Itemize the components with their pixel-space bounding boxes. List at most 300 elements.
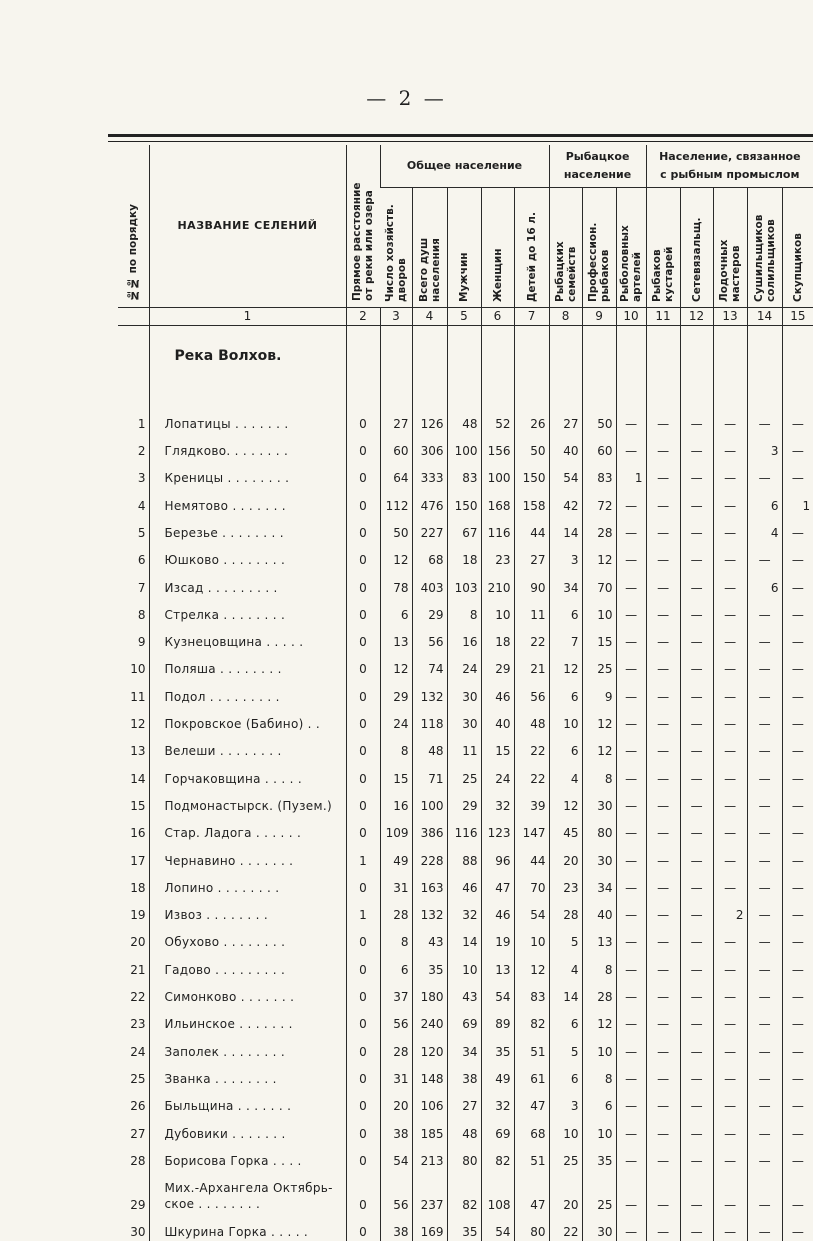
cell-value: — bbox=[782, 842, 813, 869]
table-row bbox=[118, 1061, 813, 1088]
cell-value: 12 bbox=[582, 542, 616, 569]
cell-value: — bbox=[680, 1143, 713, 1170]
cell-value: — bbox=[646, 760, 680, 787]
cell-value: — bbox=[747, 1170, 782, 1214]
cell-value: 32 bbox=[481, 1088, 514, 1115]
cell-value: 50 bbox=[380, 515, 412, 542]
cell-value: 30 bbox=[447, 678, 481, 705]
header-index: №№ по порядку bbox=[118, 145, 149, 307]
cell-value: — bbox=[680, 460, 713, 487]
column-number bbox=[118, 307, 149, 325]
cell-value: 42 bbox=[549, 487, 582, 514]
cell-value: 163 bbox=[412, 870, 447, 897]
cell-value: — bbox=[782, 1170, 813, 1214]
settlement-name: Немятово . . . . . . . bbox=[149, 487, 346, 514]
cell-value: 12 bbox=[380, 651, 412, 678]
cell-value: 1 bbox=[782, 487, 813, 514]
cell-value: 0 bbox=[346, 678, 380, 705]
cell-value: 82 bbox=[514, 1006, 549, 1033]
cell-value: — bbox=[616, 733, 646, 760]
cell-value: 103 bbox=[447, 569, 481, 596]
cell-value: 6 bbox=[582, 1088, 616, 1115]
cell-value: 78 bbox=[380, 569, 412, 596]
cell-value: 43 bbox=[447, 979, 481, 1006]
cell-value: — bbox=[713, 1061, 747, 1088]
cell-value: 8 bbox=[582, 1061, 616, 1088]
cell-value: 0 bbox=[346, 1214, 380, 1241]
cell-value: 185 bbox=[412, 1115, 447, 1142]
row-index: 29 bbox=[130, 1197, 146, 1212]
cell-value: — bbox=[680, 569, 713, 596]
cell-value: — bbox=[646, 1143, 680, 1170]
cell-value: — bbox=[680, 979, 713, 1006]
cell-value: — bbox=[782, 1115, 813, 1142]
cell-value: 16 bbox=[447, 624, 481, 651]
cell-value: — bbox=[782, 460, 813, 487]
row-index: 25 bbox=[130, 1071, 146, 1086]
column-number: 14 bbox=[747, 307, 782, 325]
cell-value: 3 bbox=[747, 433, 782, 460]
header-fishing-families: Рыбацких семейств bbox=[549, 187, 582, 307]
settlement-name: Лопино . . . . . . . . bbox=[149, 870, 346, 897]
cell-value: — bbox=[782, 870, 813, 897]
settlement-name: Борисова Горка . . . . bbox=[149, 1143, 346, 1170]
cell-value: — bbox=[646, 1115, 680, 1142]
cell-value: — bbox=[747, 1006, 782, 1033]
row-index: 14 bbox=[130, 771, 146, 786]
cell-value: 0 bbox=[346, 870, 380, 897]
column-number: 1 bbox=[149, 307, 346, 325]
cell-value: 6 bbox=[549, 597, 582, 624]
cell-value: 12 bbox=[582, 733, 616, 760]
row-index: 7 bbox=[137, 580, 146, 595]
cell-value: 15 bbox=[582, 624, 616, 651]
settlement-name: Подол . . . . . . . . . bbox=[149, 678, 346, 705]
cell-value: 12 bbox=[582, 1006, 616, 1033]
cell-value: — bbox=[713, 706, 747, 733]
cell-value: 54 bbox=[514, 897, 549, 924]
cell-value: — bbox=[747, 406, 782, 433]
cell-value: 0 bbox=[346, 406, 380, 433]
cell-value: 29 bbox=[481, 651, 514, 678]
cell-value: 35 bbox=[582, 1143, 616, 1170]
cell-value: 83 bbox=[514, 979, 549, 1006]
cell-value: 10 bbox=[582, 597, 616, 624]
cell-value: 16 bbox=[380, 788, 412, 815]
cell-value: — bbox=[616, 597, 646, 624]
cell-value: 83 bbox=[582, 460, 616, 487]
cell-value: 0 bbox=[346, 569, 380, 596]
cell-value: 54 bbox=[380, 1143, 412, 1170]
cell-value: 100 bbox=[447, 433, 481, 460]
cell-value: — bbox=[616, 706, 646, 733]
cell-value: — bbox=[713, 678, 747, 705]
header-total-souls: Всего душ населения bbox=[412, 187, 447, 307]
table-row bbox=[118, 1214, 813, 1241]
cell-value: 34 bbox=[549, 569, 582, 596]
header-households: Число хозяйств. дворов bbox=[380, 187, 412, 307]
cell-value: 0 bbox=[346, 1088, 380, 1115]
cell-value: 13 bbox=[380, 624, 412, 651]
cell-value: — bbox=[680, 1214, 713, 1241]
cell-value: 14 bbox=[549, 515, 582, 542]
cell-value: 40 bbox=[481, 706, 514, 733]
cell-value: 10 bbox=[514, 924, 549, 951]
cell-value: 23 bbox=[481, 542, 514, 569]
cell-value: — bbox=[782, 815, 813, 842]
cell-value: 100 bbox=[412, 788, 447, 815]
row-index: 22 bbox=[130, 990, 146, 1005]
cell-value: — bbox=[713, 542, 747, 569]
cell-value: 132 bbox=[412, 678, 447, 705]
cell-value: 80 bbox=[447, 1143, 481, 1170]
page-number: — 2 — bbox=[366, 86, 447, 110]
settlement-name: Гадово . . . . . . . . . bbox=[149, 951, 346, 978]
cell-value: — bbox=[616, 406, 646, 433]
cell-value: 0 bbox=[346, 815, 380, 842]
row-index: 24 bbox=[130, 1044, 146, 1059]
cell-value: — bbox=[713, 842, 747, 869]
cell-value: — bbox=[713, 515, 747, 542]
cell-value: 112 bbox=[380, 487, 412, 514]
cell-value: 48 bbox=[412, 733, 447, 760]
cell-value: 213 bbox=[412, 1143, 447, 1170]
cell-value: — bbox=[646, 597, 680, 624]
cell-value: — bbox=[680, 706, 713, 733]
cell-value: — bbox=[782, 951, 813, 978]
cell-value: 0 bbox=[346, 1033, 380, 1060]
cell-value: — bbox=[646, 924, 680, 951]
cell-value: 109 bbox=[380, 815, 412, 842]
cell-value: — bbox=[680, 624, 713, 651]
cell-value: 18 bbox=[447, 542, 481, 569]
cell-value: 0 bbox=[346, 433, 380, 460]
row-index: 23 bbox=[130, 1017, 146, 1032]
table-row bbox=[118, 406, 813, 433]
header-dryers-salters: Сушильщиков солильщиков bbox=[747, 187, 782, 307]
cell-value: 69 bbox=[447, 1006, 481, 1033]
settlement-name: Изсад . . . . . . . . . bbox=[149, 569, 346, 596]
cell-value: — bbox=[680, 924, 713, 951]
cell-value: 34 bbox=[582, 870, 616, 897]
cell-value: 48 bbox=[447, 1115, 481, 1142]
cell-value: — bbox=[646, 651, 680, 678]
cell-value: 1 bbox=[616, 460, 646, 487]
table-row bbox=[118, 1143, 813, 1170]
cell-value: — bbox=[713, 460, 747, 487]
cell-value: 100 bbox=[481, 460, 514, 487]
cell-value: 25 bbox=[447, 760, 481, 787]
cell-value: 31 bbox=[380, 870, 412, 897]
row-index: 6 bbox=[137, 553, 146, 568]
row-index: 10 bbox=[130, 662, 146, 677]
cell-value: 14 bbox=[447, 924, 481, 951]
cell-value: — bbox=[646, 1033, 680, 1060]
cell-value: — bbox=[616, 760, 646, 787]
cell-value: — bbox=[782, 433, 813, 460]
row-index: 30 bbox=[130, 1225, 146, 1240]
header-distance: Прямое расстояние от реки или озера bbox=[346, 145, 380, 307]
cell-value: — bbox=[616, 1214, 646, 1241]
header-group-total: Общее население bbox=[380, 145, 549, 187]
cell-value: — bbox=[616, 1006, 646, 1033]
cell-value: — bbox=[616, 815, 646, 842]
settlement-name: Стар. Ладога . . . . . . bbox=[149, 815, 346, 842]
row-index: 18 bbox=[130, 880, 146, 895]
cell-value: — bbox=[680, 870, 713, 897]
header-boat-builders: Лодочных мастеров bbox=[713, 187, 747, 307]
cell-value: — bbox=[713, 406, 747, 433]
cell-value: — bbox=[747, 788, 782, 815]
cell-value: — bbox=[680, 406, 713, 433]
column-number: 4 bbox=[412, 307, 447, 325]
cell-value: — bbox=[713, 1143, 747, 1170]
cell-value: 96 bbox=[481, 842, 514, 869]
cell-value: 46 bbox=[447, 870, 481, 897]
column-number: 9 bbox=[582, 307, 616, 325]
settlement-name: Званка . . . . . . . . bbox=[149, 1061, 346, 1088]
cell-value: — bbox=[616, 1088, 646, 1115]
cell-value: 10 bbox=[481, 597, 514, 624]
cell-value: — bbox=[747, 460, 782, 487]
column-number: 10 bbox=[616, 307, 646, 325]
cell-value: — bbox=[782, 1006, 813, 1033]
cell-value: 10 bbox=[447, 951, 481, 978]
cell-value: 6 bbox=[549, 678, 582, 705]
cell-value: 5 bbox=[549, 924, 582, 951]
cell-value: 30 bbox=[447, 706, 481, 733]
cell-value: 4 bbox=[549, 760, 582, 787]
cell-value: 28 bbox=[380, 1033, 412, 1060]
cell-value: 0 bbox=[346, 515, 380, 542]
cell-value: — bbox=[747, 897, 782, 924]
cell-value: — bbox=[782, 897, 813, 924]
cell-value: — bbox=[747, 733, 782, 760]
cell-value: — bbox=[713, 624, 747, 651]
cell-value: 68 bbox=[412, 542, 447, 569]
cell-value: — bbox=[646, 460, 680, 487]
header-craft-fishermen: Рыбаков кустарей bbox=[646, 187, 680, 307]
cell-value: 3 bbox=[549, 542, 582, 569]
settlement-name: Березье . . . . . . . . bbox=[149, 515, 346, 542]
cell-value: 38 bbox=[380, 1115, 412, 1142]
cell-value: 0 bbox=[346, 951, 380, 978]
cell-value: 45 bbox=[549, 815, 582, 842]
cell-value: 80 bbox=[582, 815, 616, 842]
cell-value: — bbox=[747, 842, 782, 869]
settlement-name: Стрелка . . . . . . . . bbox=[149, 597, 346, 624]
cell-value: — bbox=[747, 924, 782, 951]
cell-value: 8 bbox=[582, 760, 616, 787]
cell-value: 19 bbox=[481, 924, 514, 951]
cell-value: — bbox=[747, 542, 782, 569]
cell-value: 3 bbox=[549, 1088, 582, 1115]
cell-value: 0 bbox=[346, 460, 380, 487]
cell-value: 0 bbox=[346, 1143, 380, 1170]
row-index: 21 bbox=[130, 962, 146, 977]
cell-value: 8 bbox=[380, 733, 412, 760]
cell-value: 4 bbox=[747, 515, 782, 542]
cell-value: 0 bbox=[346, 979, 380, 1006]
cell-value: 28 bbox=[582, 515, 616, 542]
cell-value: 386 bbox=[412, 815, 447, 842]
column-number: 11 bbox=[646, 307, 680, 325]
cell-value: — bbox=[646, 678, 680, 705]
table-row bbox=[118, 951, 813, 978]
cell-value: 50 bbox=[514, 433, 549, 460]
cell-value: — bbox=[713, 733, 747, 760]
cell-value: 38 bbox=[380, 1214, 412, 1241]
cell-value: 6 bbox=[747, 569, 782, 596]
cell-value: 88 bbox=[447, 842, 481, 869]
cell-value: 5 bbox=[549, 1033, 582, 1060]
cell-value: — bbox=[680, 788, 713, 815]
table-row bbox=[118, 815, 813, 842]
settlement-name: Обухово . . . . . . . . bbox=[149, 924, 346, 951]
cell-value: — bbox=[646, 1061, 680, 1088]
cell-value: — bbox=[713, 788, 747, 815]
table-row bbox=[118, 924, 813, 951]
cell-value: — bbox=[616, 678, 646, 705]
cell-value: — bbox=[646, 842, 680, 869]
cell-value: — bbox=[646, 542, 680, 569]
cell-value: 34 bbox=[447, 1033, 481, 1060]
cell-value: — bbox=[680, 1006, 713, 1033]
header-fishing-artels: Рыболовных артелей bbox=[616, 187, 646, 307]
cell-value: 0 bbox=[346, 1170, 380, 1214]
cell-value: 49 bbox=[380, 842, 412, 869]
cell-value: — bbox=[747, 678, 782, 705]
cell-value: — bbox=[680, 1061, 713, 1088]
cell-value: — bbox=[646, 733, 680, 760]
cell-value: — bbox=[616, 569, 646, 596]
cell-value: 13 bbox=[481, 951, 514, 978]
table-row bbox=[118, 870, 813, 897]
cell-value: — bbox=[646, 1214, 680, 1241]
settlement-name: Шкурина Горка . . . . . bbox=[149, 1214, 346, 1241]
row-index: 2 bbox=[137, 444, 146, 459]
cell-value: 56 bbox=[380, 1170, 412, 1214]
cell-value: 54 bbox=[481, 979, 514, 1006]
settlement-name: Дубовики . . . . . . . bbox=[149, 1115, 346, 1142]
cell-value: — bbox=[713, 924, 747, 951]
column-number: 5 bbox=[447, 307, 481, 325]
cell-value: — bbox=[713, 815, 747, 842]
cell-value: — bbox=[680, 542, 713, 569]
cell-value: 39 bbox=[514, 788, 549, 815]
settlement-name: Извоз . . . . . . . . bbox=[149, 897, 346, 924]
cell-value: — bbox=[782, 678, 813, 705]
cell-value: 0 bbox=[346, 487, 380, 514]
cell-value: — bbox=[680, 733, 713, 760]
cell-value: — bbox=[616, 624, 646, 651]
cell-value: — bbox=[782, 1033, 813, 1060]
cell-value: 64 bbox=[380, 460, 412, 487]
cell-value: 20 bbox=[549, 1170, 582, 1214]
cell-value: — bbox=[616, 788, 646, 815]
cell-value: 48 bbox=[447, 406, 481, 433]
cell-value: 74 bbox=[412, 651, 447, 678]
row-index: 16 bbox=[130, 826, 146, 841]
cell-value: — bbox=[747, 1115, 782, 1142]
cell-value: 10 bbox=[549, 1115, 582, 1142]
cell-value: — bbox=[680, 678, 713, 705]
row-index: 17 bbox=[130, 853, 146, 868]
cell-value: 169 bbox=[412, 1214, 447, 1241]
cell-value: — bbox=[616, 924, 646, 951]
column-number: 3 bbox=[380, 307, 412, 325]
cell-value: — bbox=[646, 406, 680, 433]
cell-value: — bbox=[747, 1061, 782, 1088]
cell-value: 118 bbox=[412, 706, 447, 733]
cell-value: 2 bbox=[713, 897, 747, 924]
cell-value: — bbox=[680, 597, 713, 624]
cell-value: — bbox=[782, 624, 813, 651]
cell-value: — bbox=[680, 1115, 713, 1142]
cell-value: — bbox=[646, 815, 680, 842]
cell-value: 7 bbox=[549, 624, 582, 651]
cell-value: 8 bbox=[380, 924, 412, 951]
cell-value: — bbox=[616, 1033, 646, 1060]
cell-value: 6 bbox=[549, 1006, 582, 1033]
cell-value: 43 bbox=[412, 924, 447, 951]
cell-value: 0 bbox=[346, 624, 380, 651]
cell-value: — bbox=[713, 1115, 747, 1142]
cell-value: 15 bbox=[380, 760, 412, 787]
cell-value: 56 bbox=[514, 678, 549, 705]
cell-value: 6 bbox=[549, 733, 582, 760]
cell-value: — bbox=[646, 515, 680, 542]
cell-value: 23 bbox=[549, 870, 582, 897]
cell-value: — bbox=[747, 979, 782, 1006]
cell-value: — bbox=[747, 1143, 782, 1170]
cell-value: — bbox=[616, 1115, 646, 1142]
cell-value: 48 bbox=[514, 706, 549, 733]
settlement-name: Велеши . . . . . . . . bbox=[149, 733, 346, 760]
settlement-name: Глядково. . . . . . . . bbox=[149, 433, 346, 460]
table-row bbox=[118, 897, 813, 924]
cell-value: 0 bbox=[346, 733, 380, 760]
cell-value: 70 bbox=[582, 569, 616, 596]
settlement-name: Чернавино . . . . . . . bbox=[149, 842, 346, 869]
cell-value: — bbox=[713, 979, 747, 1006]
header-group-related: Население, связанное с рыбным промыслом bbox=[646, 145, 813, 187]
table-row bbox=[118, 515, 813, 542]
table-row bbox=[118, 433, 813, 460]
cell-value: 0 bbox=[346, 597, 380, 624]
settlement-name: Покровское (Бабино) . . bbox=[149, 706, 346, 733]
cell-value: 32 bbox=[447, 897, 481, 924]
cell-value: 54 bbox=[549, 460, 582, 487]
cell-value: 227 bbox=[412, 515, 447, 542]
cell-value: 11 bbox=[447, 733, 481, 760]
cell-value: — bbox=[713, 569, 747, 596]
cell-value: 0 bbox=[346, 760, 380, 787]
cell-value: — bbox=[713, 1033, 747, 1060]
cell-value: 12 bbox=[514, 951, 549, 978]
cell-value: 180 bbox=[412, 979, 447, 1006]
cell-value: — bbox=[782, 1088, 813, 1115]
cell-value: 1 bbox=[346, 842, 380, 869]
row-index: 19 bbox=[130, 908, 146, 923]
cell-value: 10 bbox=[582, 1033, 616, 1060]
table-row bbox=[118, 733, 813, 760]
cell-value: 61 bbox=[514, 1061, 549, 1088]
cell-value: 49 bbox=[481, 1061, 514, 1088]
cell-value: — bbox=[646, 870, 680, 897]
table-row bbox=[118, 624, 813, 651]
cell-value: — bbox=[782, 1214, 813, 1241]
